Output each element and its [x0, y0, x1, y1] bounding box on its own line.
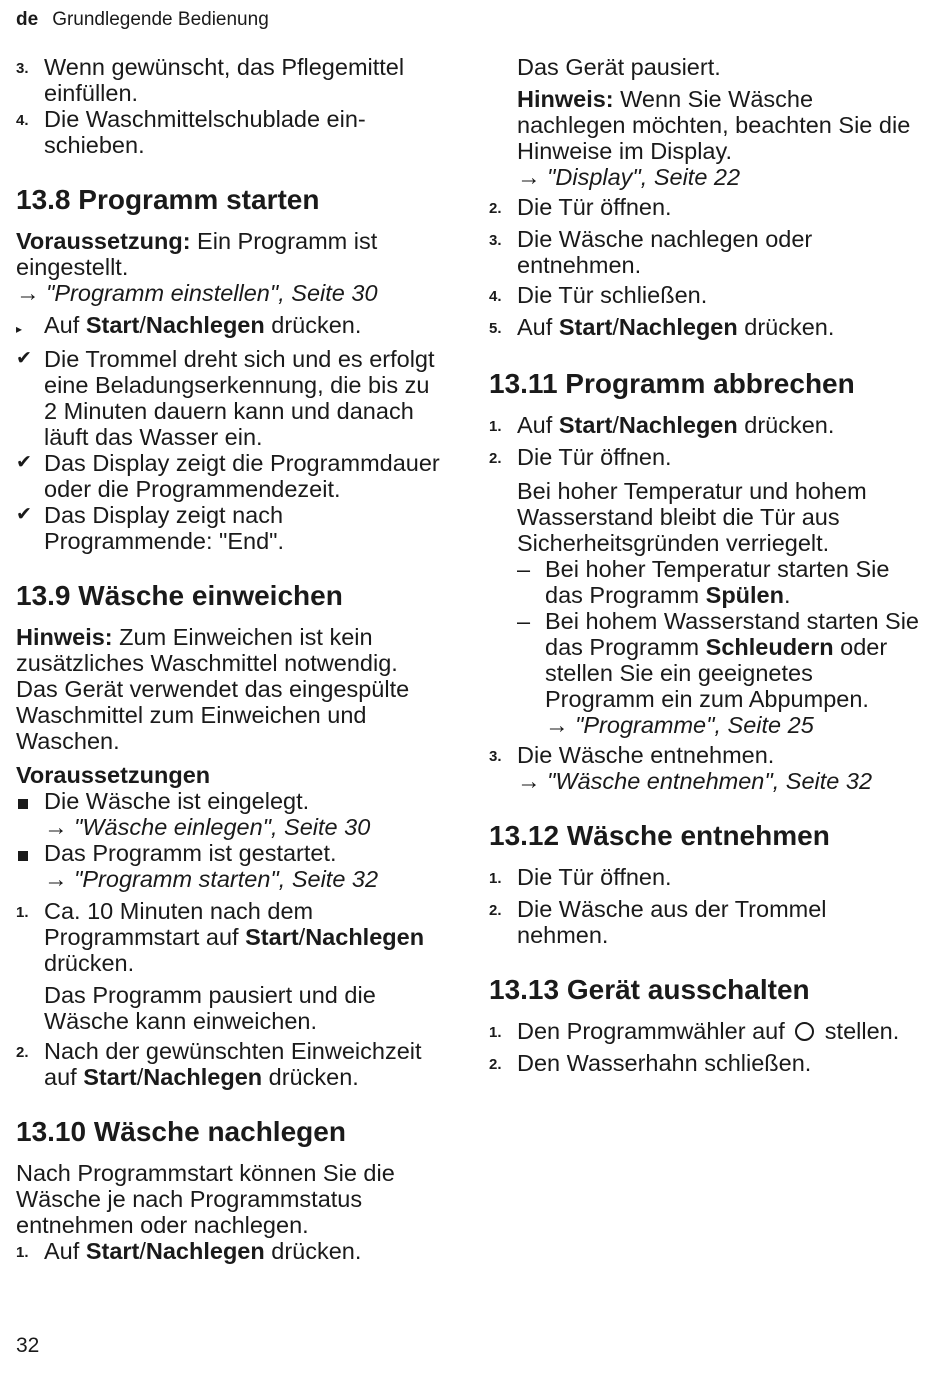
off-circle-icon: [795, 1022, 814, 1041]
result-1: [16, 346, 446, 450]
result-text: Die Trommel dreht sich und es erfolgt eine Beladungserkennung, die bis zu 2 Minuten dauern kann und danach läuft das Wasser ein.: [44, 346, 435, 450]
checkmark-icon: ✔: [16, 504, 32, 525]
step-number: 2.: [489, 450, 502, 467]
step-4: [16, 106, 446, 158]
step-number: 1.: [489, 870, 502, 887]
result-3: [16, 502, 446, 554]
step-text: Den Programmwähler auf stellen.: [517, 1018, 900, 1044]
step-number: 2.: [489, 200, 502, 217]
step-text: Den Wasserhahn schließen.: [517, 1050, 812, 1076]
section-title: Grundlegende Bedienung: [52, 9, 269, 30]
intro-13-10: Nach Programmstart können Sie die Wäsche je nach Programmstatus entnehmen oder nachlegen.: [16, 1160, 395, 1238]
step-text: Die Tür öffnen.: [517, 194, 672, 220]
step-text: Auf Start/Nachlegen drücken.: [517, 314, 835, 340]
step-text: Ca. 10 Minuten nach dem Programmstart auf Start/Nachlegen drücken.: [44, 898, 425, 976]
left-column: [16, 54, 446, 1266]
note-reload: [489, 86, 919, 190]
prerequisite: [16, 228, 446, 280]
prerequisite-label: Voraussetzung:: [16, 228, 191, 254]
dash-bullet: –: [517, 608, 531, 634]
square-bullet-icon: [16, 840, 44, 892]
soak-step-1-result: Das Programm pausiert und die Wäsche kann einweichen.: [44, 982, 376, 1034]
step-text: Die Waschmittelschublade ein-schieben.: [44, 106, 366, 158]
prerequisite-ref: → "Programm einstellen", Seite 30: [16, 280, 378, 306]
cancel-step-2: [489, 444, 919, 472]
step-number: 5.: [489, 320, 502, 337]
result-text: Das Display zeigt nach Programmende: "End".: [44, 502, 285, 554]
cancel-step-3: [489, 742, 919, 794]
step-number: 3.: [16, 60, 29, 77]
step-text: Die Tür schließen.: [517, 282, 708, 308]
cancel-info: Bei hoher Temperatur und hohem Wasserstand bleibt die Tür aus Sicherheitsgründen verriegelt.: [517, 478, 867, 556]
note-label: Hinweis:: [16, 624, 113, 650]
prereq-text: Die Wäsche ist eingelegt.: [44, 788, 310, 814]
heading-13-12: 13.12 Wäsche entnehmen: [489, 820, 830, 851]
right-column: [489, 54, 919, 1078]
step-text: Auf Start/Nachlegen drücken.: [44, 1238, 362, 1264]
language-code: de: [16, 9, 39, 30]
step-number: 4.: [16, 112, 29, 129]
action-text: Auf Start/Nachlegen drücken.: [44, 312, 362, 338]
reload-step-5: [489, 314, 919, 342]
step-text: Die Tür öffnen.: [517, 444, 672, 470]
cancel-option-2: – Bei hohem Wasserstand starten Sie das Programm Schleudern oder stellen Sie ein geeignetes Programm ein zum Abpumpen. → "Programme", Seite 25: [517, 608, 920, 738]
cancel-step-1: [489, 412, 919, 440]
step-text: Auf Start/Nachlegen drücken.: [517, 412, 835, 438]
heading-13-13: 13.13 Gerät ausschalten: [489, 974, 810, 1005]
off-step-1: [489, 1018, 919, 1046]
step-text: Die Wäsche entnehmen.: [517, 742, 775, 768]
step-text: Die Wäsche nachlegen oder entnehmen.: [517, 226, 813, 278]
step-number: 2.: [16, 1044, 29, 1061]
heading-13-8: 13.8 Programm starten: [16, 184, 320, 215]
step-number: 2.: [489, 1056, 502, 1073]
step-ref: → "Wäsche entnehmen", Seite 32: [517, 768, 873, 794]
result-2: [16, 450, 446, 502]
reload-step-2: [489, 194, 919, 222]
step-number: 3.: [489, 232, 502, 249]
triangle-icon: ▸: [16, 322, 23, 336]
step-text: Nach der gewünschten Einweichzeit auf Start/Nachlegen drücken.: [44, 1038, 422, 1090]
step-number: 1.: [16, 904, 29, 921]
note-label: Hinweis:: [517, 86, 614, 112]
action-start: [16, 312, 446, 342]
prerequisite-text: Ein Programm ist eingestellt.: [16, 228, 378, 280]
note-text: Zum Einweichen ist kein zusätzliches Waschmittel notwendig. Das Gerät verwendet das eingespülte Waschmittel zum Einweichen und Waschen.: [16, 624, 410, 754]
off-step-2: [489, 1050, 919, 1078]
square-bullet-icon: [16, 788, 44, 840]
note-ref: → "Display", Seite 22: [517, 164, 741, 190]
step-text: Wenn gewünscht, das Pflegemittel einfüllen.: [44, 54, 405, 106]
step-number: 3.: [489, 748, 502, 765]
pause-result: Das Gerät pausiert.: [517, 54, 721, 80]
prerequisites-heading: Voraussetzungen: [16, 762, 211, 788]
step-text: Die Tür öffnen.: [517, 864, 672, 890]
heading-13-10: 13.10 Wäsche nachlegen: [16, 1116, 346, 1147]
step-number: 2.: [489, 902, 502, 919]
step-number: 1.: [489, 1024, 502, 1041]
step-number: 1.: [489, 418, 502, 435]
step-text: Die Wäsche aus der Trommel nehmen.: [517, 896, 827, 948]
prereq-ref: → "Programm starten", Seite 32: [44, 866, 379, 892]
heading-13-9: 13.9 Wäsche einweichen: [16, 580, 343, 611]
cancel-option-1: – Bei hoher Temperatur starten Sie das Programm Spülen.: [517, 556, 890, 608]
page-header: [16, 8, 269, 32]
step-number: 1.: [16, 1244, 29, 1261]
remove-step-1: [489, 864, 919, 892]
dash-bullet: –: [517, 556, 531, 582]
checkmark-icon: ✔: [16, 348, 32, 369]
prereq-item-1: [16, 788, 446, 840]
heading-13-11: 13.11 Programm abbrechen: [489, 368, 855, 399]
prereq-ref: → "Wäsche einlegen", Seite 30: [44, 814, 371, 840]
reload-step-3: [489, 226, 919, 278]
result-text: Das Display zeigt die Programmdauer oder die Programmendezeit.: [44, 450, 440, 502]
prereq-item-2: [16, 840, 446, 892]
remove-step-2: [489, 896, 919, 948]
step-number: 4.: [489, 288, 502, 305]
note-text: Wenn Sie Wäsche nachlegen möchten, beachten Sie die Hinweise im Display.: [517, 86, 911, 164]
soak-step-1: [16, 898, 446, 976]
reload-step-4: [489, 282, 919, 310]
page-number: 32: [16, 1334, 40, 1357]
checkmark-icon: ✔: [16, 452, 32, 473]
soak-step-2: [16, 1038, 446, 1090]
reload-step-1: [16, 1238, 446, 1266]
option-ref: → "Programme", Seite 25: [545, 712, 814, 738]
step-3: [16, 54, 446, 106]
note-13-9: [16, 624, 446, 754]
prereq-text: Das Programm ist gestartet.: [44, 840, 337, 866]
